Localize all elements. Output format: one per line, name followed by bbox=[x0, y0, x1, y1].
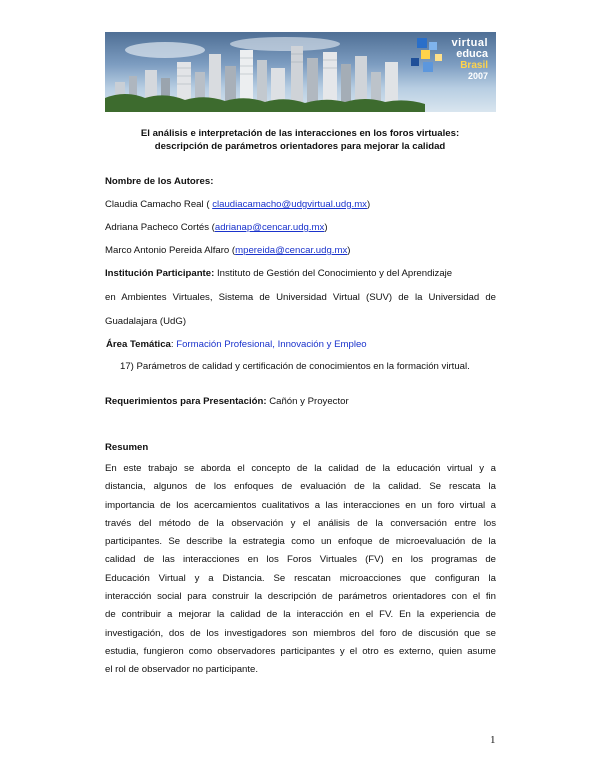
abstract-line: investigación, dos de los investigadores son miembros del foro de discusión que se bbox=[105, 627, 496, 639]
requirements-value: Cañón y Proyector bbox=[266, 396, 349, 407]
institution-line2: en Ambientes Virtuales, Sistema de Universidad Virtual (SUV) de la Universidad de bbox=[105, 292, 496, 303]
abstract-line: estudia, fungieron como observadores participantes y el otro es externo, quien asume bbox=[105, 645, 496, 657]
author-email-link[interactable]: claudiacamacho@udgvirtual.udg.mx bbox=[212, 199, 367, 210]
abstract-line: través del método de la observación y el análisis de la conversación entre los bbox=[105, 517, 496, 529]
author-row-1 bbox=[105, 199, 370, 211]
abstract-line: de contribuir a mejorar la calidad de la interacción en el FV. En la experiencia de bbox=[105, 609, 496, 621]
requirements-label: Requerimientos para Presentación: bbox=[105, 396, 267, 407]
theme-label: Área Temática bbox=[106, 339, 171, 350]
header-banner bbox=[105, 32, 496, 112]
theme-separator: : bbox=[170, 339, 177, 350]
author-email-link[interactable]: mpereida@cencar.udg.mx bbox=[235, 245, 348, 256]
authors-heading: Nombre de los Autores: bbox=[105, 176, 214, 187]
author-name: Claudia Camacho Real ( bbox=[105, 199, 213, 210]
page-number: 1 bbox=[490, 734, 496, 746]
author-email-link[interactable]: adrianap@cencar.udg.mx bbox=[214, 222, 325, 233]
abstract-paragraph bbox=[105, 460, 496, 680]
institution-line3: Guadalajara (UdG) bbox=[105, 316, 187, 327]
theme-subtopic: 17) Parámetros de calidad y certificación de conocimientos en la formación virtual. bbox=[120, 361, 470, 372]
abstract-line: el rol de observador no participante. bbox=[105, 664, 259, 676]
author-name: Adriana Pacheco Cortés ( bbox=[105, 222, 215, 233]
logo-line4: 2007 bbox=[467, 71, 488, 81]
paper-title-line2: descripción de parámetros orientadores para mejorar la calidad bbox=[154, 141, 446, 152]
author-name: Marco Antonio Pereida Alfaro ( bbox=[105, 245, 236, 256]
institution-label: Institución Participante: bbox=[105, 268, 215, 279]
paper-title-line1: El análisis e interpretación de las interacciones en los foros virtuales: bbox=[140, 128, 460, 139]
abstract-line: Educación Virtual y a Distancia. Se rescatan microacciones que configuran la bbox=[105, 572, 496, 584]
author-close: ) bbox=[347, 245, 351, 256]
requirements-row bbox=[105, 396, 349, 408]
author-row-3 bbox=[105, 245, 350, 257]
abstract-line: importancia de los acercamientos cualitativos a las interacciones en un foro virtual a bbox=[105, 499, 496, 511]
theme-row bbox=[106, 339, 367, 351]
institution-text: Instituto de Gestión del Conocimiento y del Aprendizaje bbox=[214, 268, 453, 279]
logo-line2: educa bbox=[456, 48, 488, 60]
virtual-educa-logo bbox=[414, 38, 488, 82]
abstract-heading: Resumen bbox=[105, 442, 149, 453]
theme-comma: , bbox=[272, 339, 278, 350]
logo-line1: virtual bbox=[451, 37, 488, 49]
abstract-line: distancia, algunos de los enfoques de evaluación de la calidad. Se rescata la bbox=[105, 481, 496, 493]
abstract-line: calidad de las interacciones en los Foros Virtuales (FV) en los programas de bbox=[105, 554, 496, 566]
author-row-2 bbox=[105, 222, 328, 234]
abstract-line: interacción social para construir la descripción de parámetros orientadores con el fin bbox=[105, 591, 496, 603]
author-close: ) bbox=[324, 222, 328, 233]
abstract-line: participantes. Se describe la estrategia como un enfoque de microevaluación de la bbox=[105, 536, 496, 548]
theme-part2: Innovación y Empleo bbox=[277, 339, 367, 350]
institution-line1 bbox=[105, 268, 452, 280]
abstract-line: En este trabajo se aborda el concepto de la calidad de la educación virtual y a bbox=[105, 463, 496, 474]
logo-line3: Brasil bbox=[460, 60, 488, 71]
theme-part1: Formación Profesional bbox=[176, 339, 273, 350]
author-close: ) bbox=[366, 199, 371, 210]
